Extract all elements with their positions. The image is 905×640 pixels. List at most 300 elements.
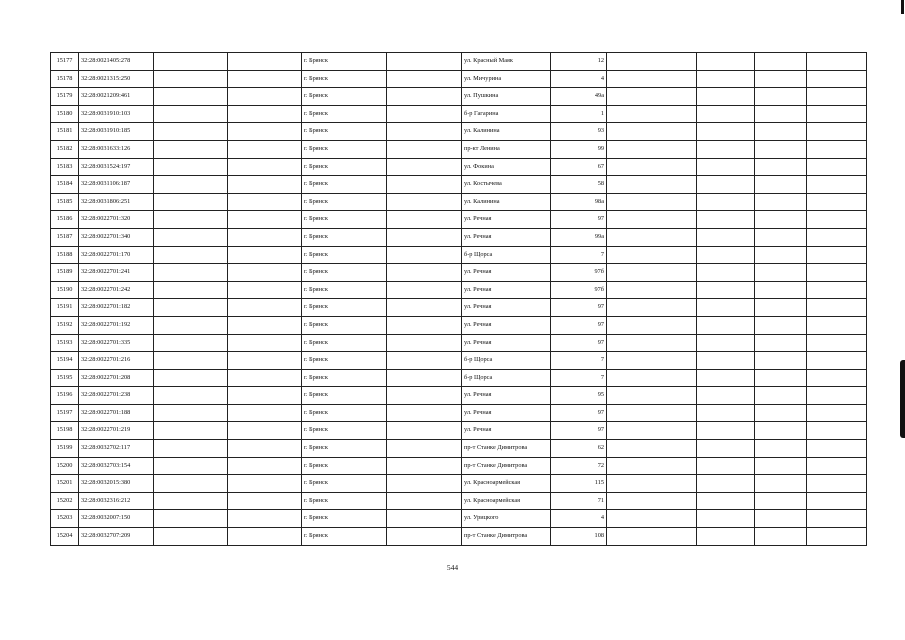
empty-cell xyxy=(387,492,462,510)
cadastral-number-cell: 32:28:0022701:192 xyxy=(79,316,154,334)
empty-cell xyxy=(154,492,228,510)
house-number-cell: 99a xyxy=(551,228,607,246)
record-number-cell: 15196 xyxy=(51,387,79,405)
street-cell: ул. Речная xyxy=(462,281,551,299)
record-number-cell: 15181 xyxy=(51,123,79,141)
empty-cell xyxy=(154,281,228,299)
record-number-cell: 15199 xyxy=(51,440,79,458)
house-number-cell: 97б xyxy=(551,264,607,282)
empty-cell xyxy=(387,193,462,211)
empty-cell xyxy=(387,510,462,528)
empty-cell xyxy=(697,105,755,123)
cadastral-number-cell: 32:28:0031106:187 xyxy=(79,176,154,194)
empty-cell xyxy=(387,176,462,194)
record-number-cell: 15191 xyxy=(51,299,79,317)
empty-cell xyxy=(807,457,867,475)
empty-cell xyxy=(807,88,867,106)
empty-cell xyxy=(697,123,755,141)
empty-cell xyxy=(755,299,807,317)
empty-cell xyxy=(387,88,462,106)
empty-cell xyxy=(607,457,697,475)
empty-cell xyxy=(755,140,807,158)
record-number-cell: 15195 xyxy=(51,369,79,387)
empty-cell xyxy=(755,158,807,176)
empty-cell xyxy=(697,404,755,422)
empty-cell xyxy=(154,528,228,546)
city-cell: г. Брянск xyxy=(302,316,387,334)
empty-cell xyxy=(228,457,302,475)
page-number: 544 xyxy=(446,563,459,572)
record-number-cell: 15179 xyxy=(51,88,79,106)
city-cell: г. Брянск xyxy=(302,246,387,264)
empty-cell xyxy=(807,264,867,282)
city-cell: г. Брянск xyxy=(302,422,387,440)
empty-cell xyxy=(607,193,697,211)
street-cell: ул. Красноармейская xyxy=(462,475,551,493)
empty-cell xyxy=(755,316,807,334)
empty-cell xyxy=(154,510,228,528)
empty-cell xyxy=(807,369,867,387)
empty-cell xyxy=(387,404,462,422)
street-cell: ул. Речная xyxy=(462,387,551,405)
empty-cell xyxy=(228,334,302,352)
empty-cell xyxy=(697,70,755,88)
record-number-cell: 15200 xyxy=(51,457,79,475)
table-row xyxy=(51,140,867,158)
empty-cell xyxy=(154,299,228,317)
empty-cell xyxy=(387,440,462,458)
cadastral-number-cell: 32:28:0031633:126 xyxy=(79,140,154,158)
cadastral-number-cell: 32:28:0022701:335 xyxy=(79,334,154,352)
empty-cell xyxy=(755,475,807,493)
empty-cell xyxy=(807,70,867,88)
cadastral-number-cell: 32:28:0022701:242 xyxy=(79,281,154,299)
empty-cell xyxy=(697,352,755,370)
empty-cell xyxy=(387,281,462,299)
empty-cell xyxy=(755,404,807,422)
city-cell: г. Брянск xyxy=(302,53,387,71)
house-number-cell: 93 xyxy=(551,123,607,141)
city-cell: г. Брянск xyxy=(302,88,387,106)
cadastral-number-cell: 32:28:0021315:250 xyxy=(79,70,154,88)
street-cell: ул. Мичурина xyxy=(462,70,551,88)
empty-cell xyxy=(228,228,302,246)
city-cell: г. Брянск xyxy=(302,369,387,387)
empty-cell xyxy=(697,457,755,475)
empty-cell xyxy=(807,316,867,334)
house-number-cell: 97б xyxy=(551,281,607,299)
empty-cell xyxy=(807,440,867,458)
street-cell: ул. Калинина xyxy=(462,193,551,211)
property-registry-table xyxy=(50,52,867,546)
table-row xyxy=(51,70,867,88)
empty-cell xyxy=(755,528,807,546)
house-number-cell: 4 xyxy=(551,70,607,88)
city-cell: г. Брянск xyxy=(302,440,387,458)
empty-cell xyxy=(755,123,807,141)
empty-cell xyxy=(607,316,697,334)
empty-cell xyxy=(387,70,462,88)
empty-cell xyxy=(154,264,228,282)
table-row xyxy=(51,264,867,282)
empty-cell xyxy=(228,440,302,458)
street-cell: пр-т Станке Димитрова xyxy=(462,528,551,546)
street-cell: пр-кт Ленина xyxy=(462,140,551,158)
empty-cell xyxy=(697,440,755,458)
empty-cell xyxy=(154,140,228,158)
empty-cell xyxy=(697,158,755,176)
empty-cell xyxy=(697,53,755,71)
empty-cell xyxy=(154,316,228,334)
street-cell: ул. Речная xyxy=(462,334,551,352)
empty-cell xyxy=(607,440,697,458)
empty-cell xyxy=(607,53,697,71)
empty-cell xyxy=(755,176,807,194)
street-cell: ул. Речная xyxy=(462,316,551,334)
empty-cell xyxy=(755,211,807,229)
house-number-cell: 98a xyxy=(551,193,607,211)
table-row xyxy=(51,510,867,528)
empty-cell xyxy=(154,246,228,264)
empty-cell xyxy=(755,70,807,88)
empty-cell xyxy=(607,299,697,317)
empty-cell xyxy=(387,246,462,264)
empty-cell xyxy=(154,334,228,352)
empty-cell xyxy=(807,475,867,493)
record-number-cell: 15192 xyxy=(51,316,79,334)
empty-cell xyxy=(607,404,697,422)
empty-cell xyxy=(755,246,807,264)
scan-edge-mark-top xyxy=(901,0,904,14)
empty-cell xyxy=(228,299,302,317)
empty-cell xyxy=(228,193,302,211)
table-row xyxy=(51,88,867,106)
table-row xyxy=(51,352,867,370)
city-cell: г. Брянск xyxy=(302,158,387,176)
empty-cell xyxy=(228,176,302,194)
empty-cell xyxy=(154,228,228,246)
street-cell: ул. Речная xyxy=(462,404,551,422)
empty-cell xyxy=(807,299,867,317)
street-cell: ул. Пушкина xyxy=(462,88,551,106)
table-row xyxy=(51,53,867,71)
house-number-cell: 58 xyxy=(551,176,607,194)
empty-cell xyxy=(607,211,697,229)
empty-cell xyxy=(228,352,302,370)
table-row xyxy=(51,316,867,334)
empty-cell xyxy=(387,299,462,317)
street-cell: ул. Костычева xyxy=(462,176,551,194)
empty-cell xyxy=(228,246,302,264)
table-row xyxy=(51,387,867,405)
table-row xyxy=(51,440,867,458)
cadastral-number-cell: 32:28:0032707:209 xyxy=(79,528,154,546)
record-number-cell: 15202 xyxy=(51,492,79,510)
empty-cell xyxy=(807,352,867,370)
empty-cell xyxy=(755,492,807,510)
empty-cell xyxy=(154,352,228,370)
house-number-cell: 62 xyxy=(551,440,607,458)
empty-cell xyxy=(154,369,228,387)
empty-cell xyxy=(154,88,228,106)
city-cell: г. Брянск xyxy=(302,70,387,88)
empty-cell xyxy=(387,422,462,440)
house-number-cell: 49a xyxy=(551,88,607,106)
cadastral-number-cell: 32:28:0022701:219 xyxy=(79,422,154,440)
table-row xyxy=(51,211,867,229)
empty-cell xyxy=(807,246,867,264)
empty-cell xyxy=(697,193,755,211)
empty-cell xyxy=(387,387,462,405)
cadastral-number-cell: 32:28:0022701:320 xyxy=(79,211,154,229)
record-number-cell: 15187 xyxy=(51,228,79,246)
cadastral-number-cell: 32:28:0021209:461 xyxy=(79,88,154,106)
city-cell: г. Брянск xyxy=(302,228,387,246)
table-row xyxy=(51,457,867,475)
empty-cell xyxy=(755,422,807,440)
empty-cell xyxy=(807,211,867,229)
empty-cell xyxy=(807,193,867,211)
table-row xyxy=(51,228,867,246)
city-cell: г. Брянск xyxy=(302,105,387,123)
record-number-cell: 15188 xyxy=(51,246,79,264)
city-cell: г. Брянск xyxy=(302,528,387,546)
cadastral-number-cell: 32:28:0032703:154 xyxy=(79,457,154,475)
empty-cell xyxy=(154,422,228,440)
empty-cell xyxy=(387,53,462,71)
empty-cell xyxy=(807,228,867,246)
empty-cell xyxy=(228,123,302,141)
record-number-cell: 15177 xyxy=(51,53,79,71)
cadastral-number-cell: 32:28:0022701:241 xyxy=(79,264,154,282)
street-cell: ул. Калинина xyxy=(462,123,551,141)
city-cell: г. Брянск xyxy=(302,123,387,141)
house-number-cell: 1 xyxy=(551,105,607,123)
house-number-cell: 97 xyxy=(551,211,607,229)
empty-cell xyxy=(228,404,302,422)
empty-cell xyxy=(154,211,228,229)
empty-cell xyxy=(154,123,228,141)
empty-cell xyxy=(755,352,807,370)
cadastral-number-cell: 32:28:0021405:278 xyxy=(79,53,154,71)
city-cell: г. Брянск xyxy=(302,352,387,370)
empty-cell xyxy=(807,105,867,123)
cadastral-number-cell: 32:28:0031910:185 xyxy=(79,123,154,141)
empty-cell xyxy=(697,264,755,282)
table-row xyxy=(51,281,867,299)
house-number-cell: 7 xyxy=(551,246,607,264)
cadastral-number-cell: 32:28:0022701:188 xyxy=(79,404,154,422)
table-row xyxy=(51,475,867,493)
street-cell: б-р Гагарина xyxy=(462,105,551,123)
cadastral-number-cell: 32:28:0022701:340 xyxy=(79,228,154,246)
empty-cell xyxy=(697,334,755,352)
empty-cell xyxy=(228,88,302,106)
table-row xyxy=(51,105,867,123)
street-cell: б-р Щорса xyxy=(462,369,551,387)
empty-cell xyxy=(755,457,807,475)
house-number-cell: 4 xyxy=(551,510,607,528)
city-cell: г. Брянск xyxy=(302,264,387,282)
empty-cell xyxy=(755,369,807,387)
table-row xyxy=(51,369,867,387)
cadastral-number-cell: 32:28:0031806:251 xyxy=(79,193,154,211)
table-row xyxy=(51,193,867,211)
cadastral-number-cell: 32:28:0022701:170 xyxy=(79,246,154,264)
empty-cell xyxy=(755,387,807,405)
empty-cell xyxy=(697,510,755,528)
empty-cell xyxy=(228,53,302,71)
street-cell: ул. Красноармейская xyxy=(462,492,551,510)
city-cell: г. Брянск xyxy=(302,140,387,158)
empty-cell xyxy=(154,158,228,176)
empty-cell xyxy=(607,528,697,546)
empty-cell xyxy=(807,422,867,440)
city-cell: г. Брянск xyxy=(302,176,387,194)
empty-cell xyxy=(807,53,867,71)
empty-cell xyxy=(387,369,462,387)
cadastral-number-cell: 32:28:0032702:117 xyxy=(79,440,154,458)
empty-cell xyxy=(387,334,462,352)
empty-cell xyxy=(755,281,807,299)
empty-cell xyxy=(807,176,867,194)
record-number-cell: 15182 xyxy=(51,140,79,158)
empty-cell xyxy=(807,158,867,176)
city-cell: г. Брянск xyxy=(302,281,387,299)
record-number-cell: 15203 xyxy=(51,510,79,528)
house-number-cell: 97 xyxy=(551,334,607,352)
record-number-cell: 15186 xyxy=(51,211,79,229)
record-number-cell: 15204 xyxy=(51,528,79,546)
empty-cell xyxy=(387,264,462,282)
empty-cell xyxy=(607,475,697,493)
house-number-cell: 7 xyxy=(551,352,607,370)
empty-cell xyxy=(154,404,228,422)
house-number-cell: 99 xyxy=(551,140,607,158)
table-row xyxy=(51,492,867,510)
empty-cell xyxy=(755,105,807,123)
street-cell: ул. Речная xyxy=(462,299,551,317)
empty-cell xyxy=(755,510,807,528)
street-cell: б-р Щорса xyxy=(462,352,551,370)
empty-cell xyxy=(755,334,807,352)
empty-cell xyxy=(607,88,697,106)
empty-cell xyxy=(228,316,302,334)
empty-cell xyxy=(607,422,697,440)
empty-cell xyxy=(607,334,697,352)
empty-cell xyxy=(228,211,302,229)
empty-cell xyxy=(228,422,302,440)
house-number-cell: 72 xyxy=(551,457,607,475)
city-cell: г. Брянск xyxy=(302,457,387,475)
table-row xyxy=(51,123,867,141)
empty-cell xyxy=(607,492,697,510)
record-number-cell: 15194 xyxy=(51,352,79,370)
empty-cell xyxy=(607,387,697,405)
table-row xyxy=(51,404,867,422)
record-number-cell: 15193 xyxy=(51,334,79,352)
city-cell: г. Брянск xyxy=(302,510,387,528)
street-cell: ул. Речная xyxy=(462,264,551,282)
street-cell: б-р Щорса xyxy=(462,246,551,264)
street-cell: ул. Речная xyxy=(462,422,551,440)
record-number-cell: 15184 xyxy=(51,176,79,194)
cadastral-number-cell: 32:28:0032015:380 xyxy=(79,475,154,493)
empty-cell xyxy=(607,246,697,264)
empty-cell xyxy=(697,281,755,299)
empty-cell xyxy=(807,334,867,352)
table-row xyxy=(51,334,867,352)
city-cell: г. Брянск xyxy=(302,387,387,405)
house-number-cell: 108 xyxy=(551,528,607,546)
table-row xyxy=(51,299,867,317)
empty-cell xyxy=(807,387,867,405)
empty-cell xyxy=(228,510,302,528)
empty-cell xyxy=(807,281,867,299)
empty-cell xyxy=(607,140,697,158)
city-cell: г. Брянск xyxy=(302,475,387,493)
empty-cell xyxy=(228,387,302,405)
empty-cell xyxy=(607,176,697,194)
empty-cell xyxy=(387,140,462,158)
empty-cell xyxy=(387,228,462,246)
empty-cell xyxy=(755,264,807,282)
empty-cell xyxy=(607,158,697,176)
empty-cell xyxy=(697,211,755,229)
empty-cell xyxy=(807,492,867,510)
cadastral-number-cell: 32:28:0022701:216 xyxy=(79,352,154,370)
empty-cell xyxy=(607,352,697,370)
empty-cell xyxy=(755,88,807,106)
empty-cell xyxy=(807,404,867,422)
table-row xyxy=(51,158,867,176)
empty-cell xyxy=(228,105,302,123)
record-number-cell: 15178 xyxy=(51,70,79,88)
scan-edge-mark-right xyxy=(900,360,905,438)
street-cell: пр-т Станке Димитрова xyxy=(462,440,551,458)
street-cell: ул. Речная xyxy=(462,211,551,229)
empty-cell xyxy=(387,105,462,123)
table-row xyxy=(51,246,867,264)
empty-cell xyxy=(228,140,302,158)
empty-cell xyxy=(607,264,697,282)
empty-cell xyxy=(607,70,697,88)
record-number-cell: 15197 xyxy=(51,404,79,422)
empty-cell xyxy=(228,369,302,387)
record-number-cell: 15201 xyxy=(51,475,79,493)
city-cell: г. Брянск xyxy=(302,334,387,352)
house-number-cell: 95 xyxy=(551,387,607,405)
registry-table-body xyxy=(51,53,867,546)
empty-cell xyxy=(697,387,755,405)
empty-cell xyxy=(755,193,807,211)
empty-cell xyxy=(154,475,228,493)
street-cell: ул. Речная xyxy=(462,228,551,246)
empty-cell xyxy=(387,528,462,546)
record-number-cell: 15189 xyxy=(51,264,79,282)
empty-cell xyxy=(607,105,697,123)
empty-cell xyxy=(387,211,462,229)
street-cell: ул. Фокина xyxy=(462,158,551,176)
house-number-cell: 7 xyxy=(551,369,607,387)
city-cell: г. Брянск xyxy=(302,492,387,510)
house-number-cell: 97 xyxy=(551,404,607,422)
cadastral-number-cell: 32:28:0031910:103 xyxy=(79,105,154,123)
empty-cell xyxy=(228,475,302,493)
cadastral-number-cell: 32:28:0022701:208 xyxy=(79,369,154,387)
cadastral-number-cell: 32:28:0031524:197 xyxy=(79,158,154,176)
empty-cell xyxy=(697,369,755,387)
